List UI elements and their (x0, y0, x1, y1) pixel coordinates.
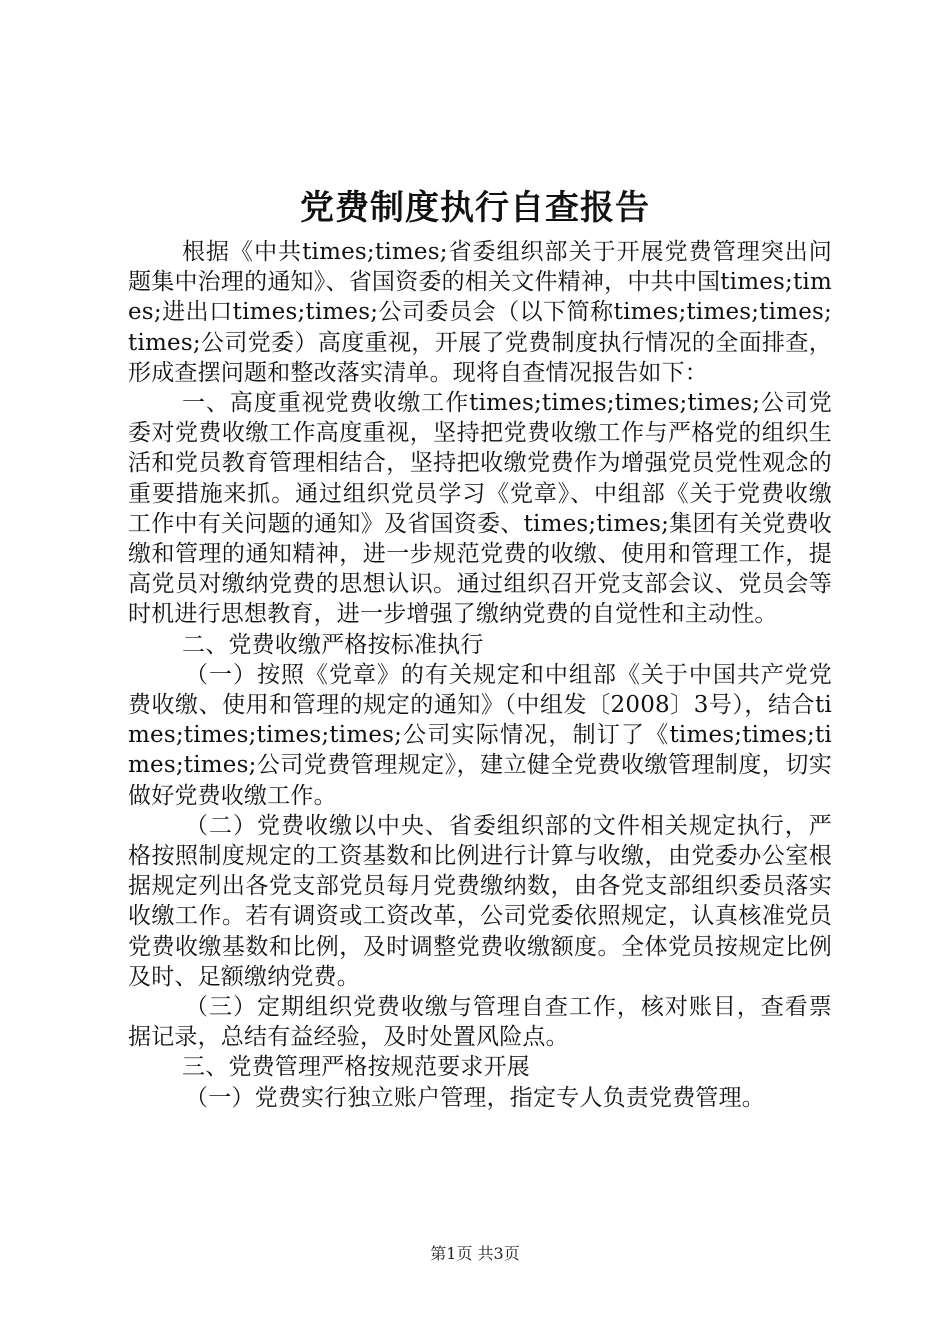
document-title: 党费制度执行自查报告 (300, 188, 650, 228)
paragraph-section-2-item-2: （二）党费收缴以中央、省委组织部的文件相关规定执行，严格按照制度规定的工资基数和比例进行计算与收缴，由党委办公室根据规定列出各党支部党员每月党费缴纳数，由各党支部组织委员落实收缴工作。若有调资或工资改革，公司党委依照规定，认真核准党员党费收缴基数和比例，及时调整党费收缴额度。全体党员按规定比例及时、足额缴纳党费。 (128, 812, 832, 990)
paragraph-section-3-item-1: （一）党费实行独立账户管理，指定专人负责党费管理。 (185, 1084, 765, 1111)
page-footer: 第1页 共3页 (430, 1244, 520, 1263)
paragraph-section-2-item-3: （三）定期组织党费收缴与管理自查工作，核对账目，查看票据记录，总结有益经验，及时处置风险点。 (128, 994, 832, 1051)
paragraph-section-1: 一、高度重视党费收缴工作times;times;times;times;公司党委对党费收缴工作高度重视，坚持把党费收缴工作与严格党的组织生活和党员教育管理相结合，坚持把收缴党费作为增强党员党性观念的重要措施来抓。通过组织党员学习《党章》、中组部《关于党费收缴工作中有关问题的通知》及省国资委、times;times;集团有关党费收缴和管理的通知精神，进一步规范党费的收缴、使用和管理工作，提高党员对缴纳党费的思想认识。通过组织召开党支部会议、党员会等时机进行思想教育，进一步增强了缴纳党费的自觉性和主动性。 (128, 390, 832, 628)
paragraph-section-2-item-1: （一）按照《党章》的有关规定和中组部《关于中国共产党党费收缴、使用和管理的规定的通知》（中组发〔2008〕3号），结合times;times;times;times;公司实际情况，制订了《times;times;times;times;公司党费管理规定》，建立健全党费收缴管理制度，切实做好党费收缴工作。 (128, 661, 832, 809)
heading-section-3: 三、党费管理严格按规范要求开展 (182, 1054, 530, 1081)
paragraph-intro: 根据《中共times;times;省委组织部关于开展党费管理突出问题集中治理的通知》、省国资委的相关文件精神，中共中国times;times;进出口times;times;公司委员会（以下简称times;times;times;times;公司党委）高度重视，开展了党费制度执行情况的全面排查，形成查摆问题和整改落实清单。现将自查情况报告如下： (128, 239, 832, 386)
heading-section-2: 二、党费收缴严格按标准执行 (182, 631, 484, 658)
document-body (128, 237, 832, 1113)
